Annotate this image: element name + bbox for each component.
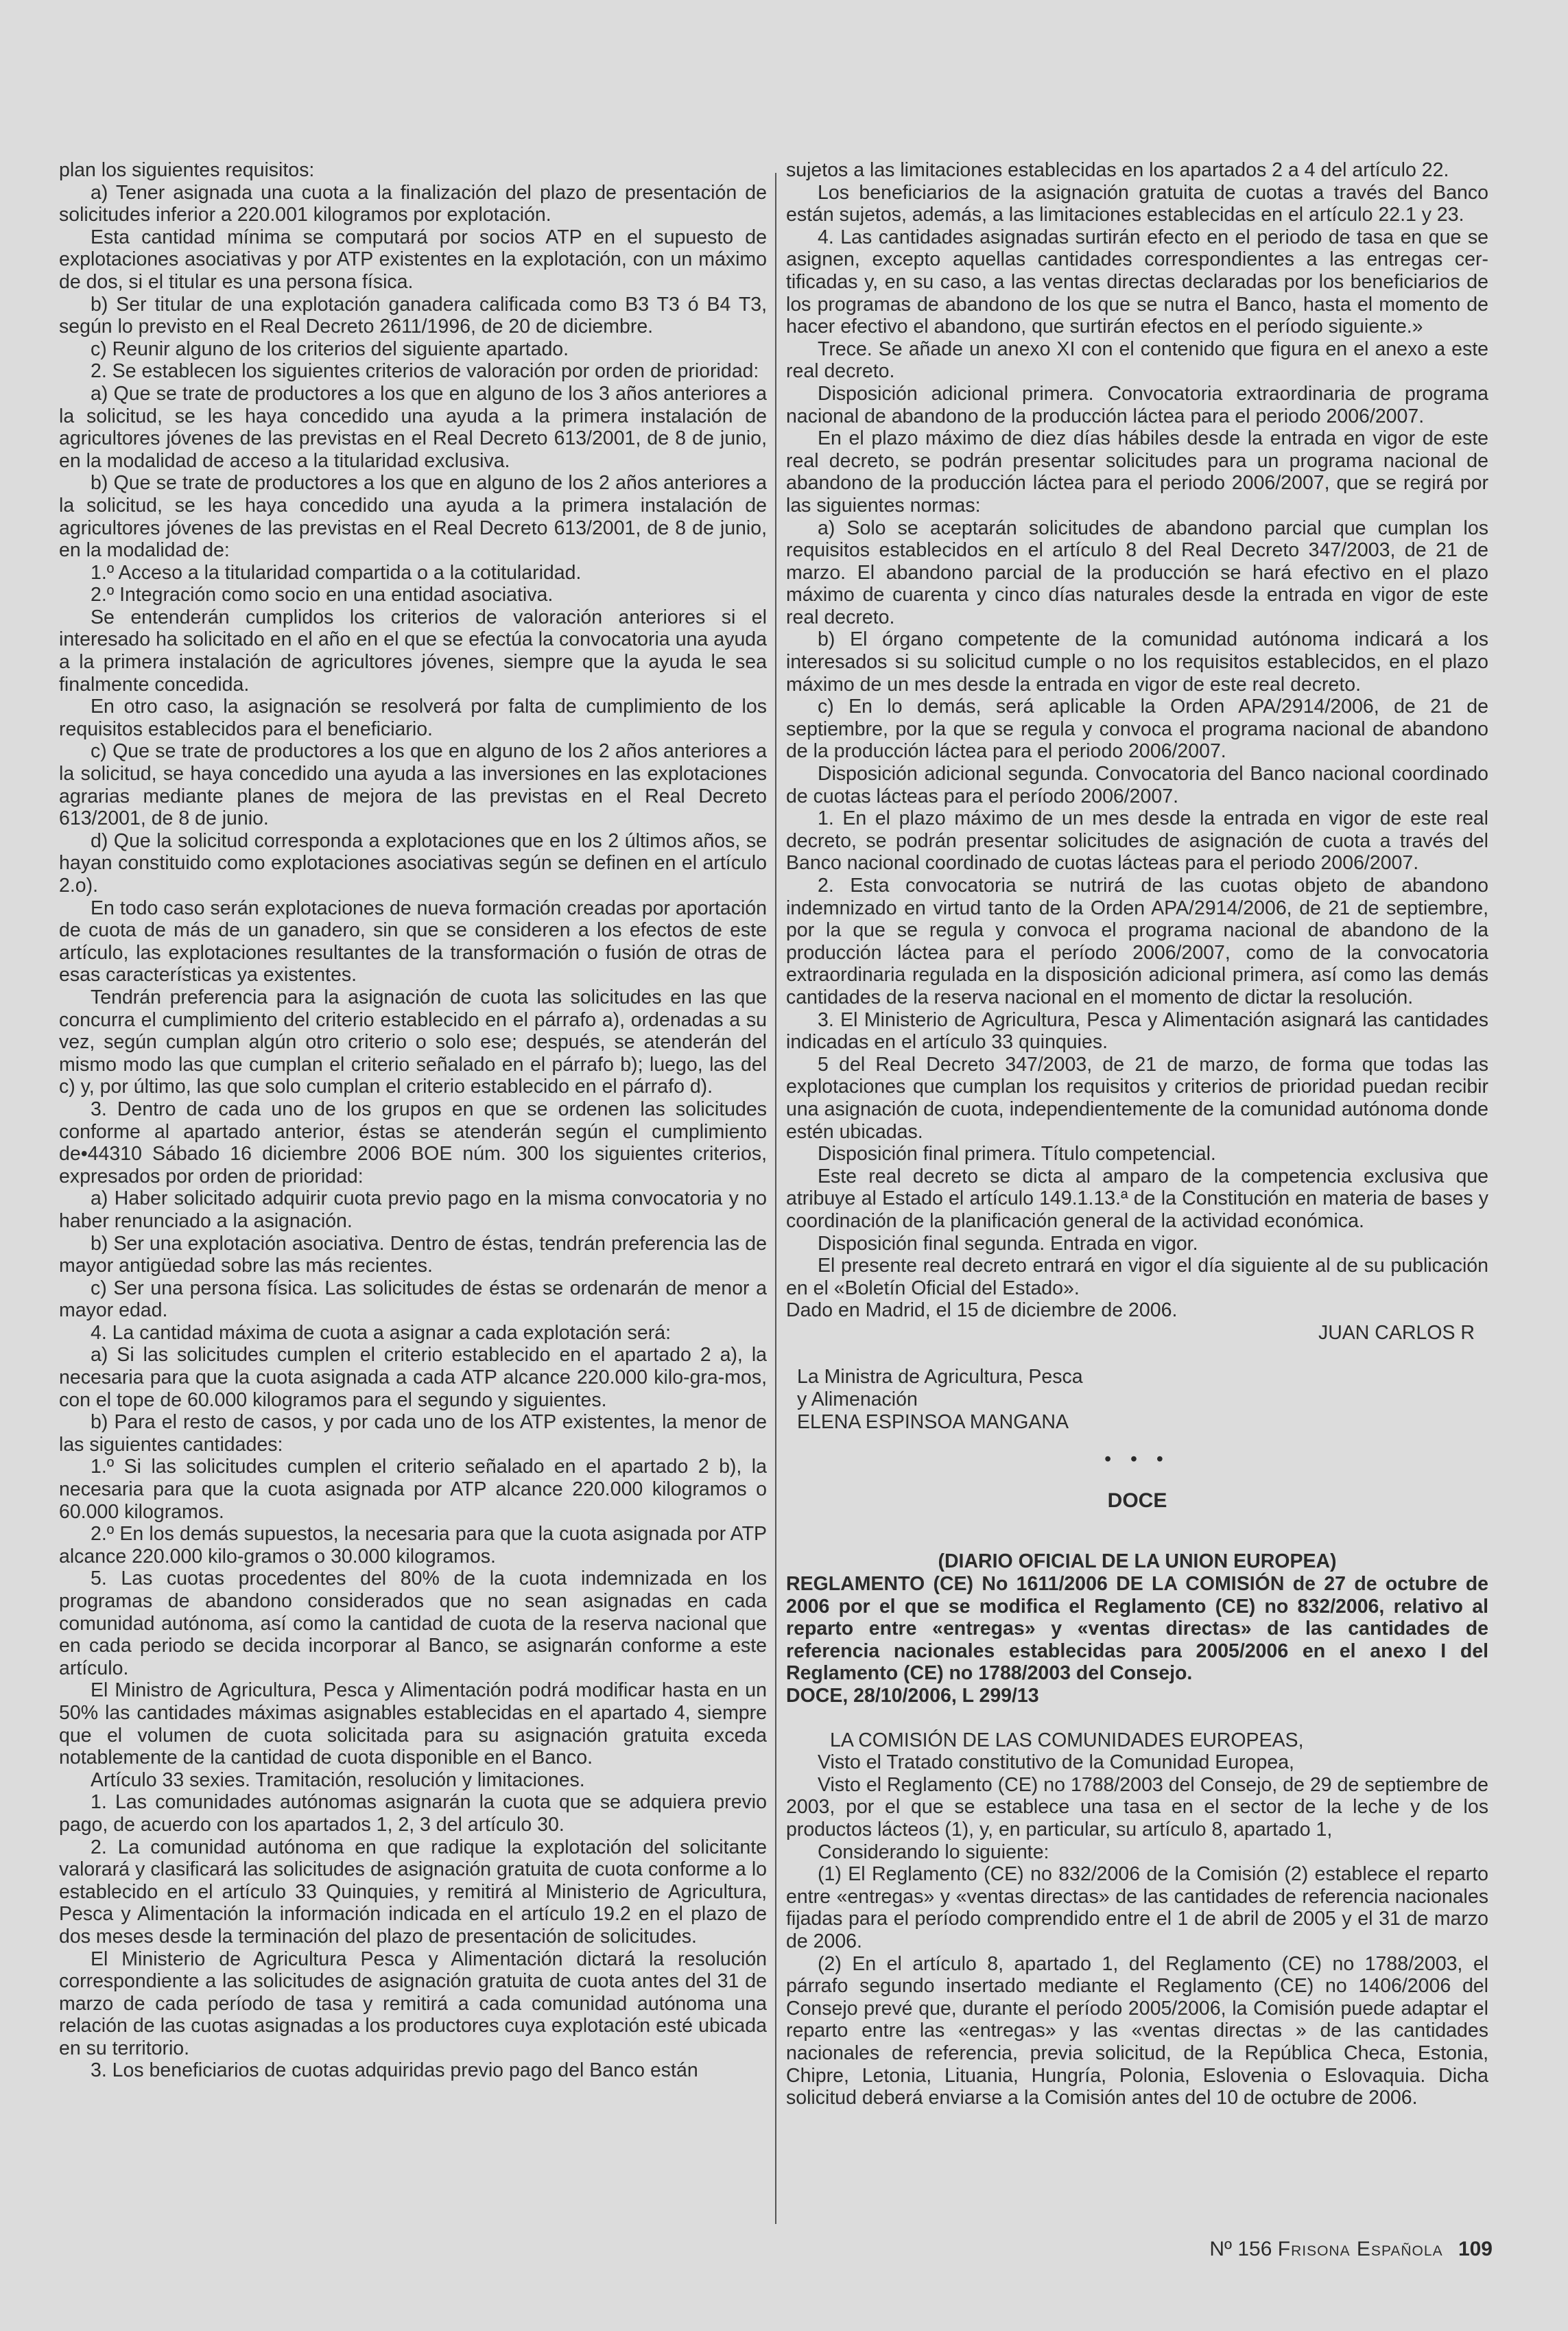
paragraph: 1. En el plazo máximo de un mes desde la entrada en vigor de este real decreto, se podrán presentar solicitudes de asignación de cuota a través del Banco nacional coordinado de cuotas lácteas para el periodo 2006/2007. (786, 807, 1488, 875)
paragraph: Visto el Reglamento (CE) no 1788/2003 del Consejo, de 29 de septiembre de 2003, por el que se establece una tasa en el sector de la leche y de los productos lácteos (1), y, en particular, su artículo 8, apartado 1, (786, 1773, 1488, 1841)
paragraph: El presente real decreto entrará en vigor el día siguiente al de su publicación en el «Boletín Oficial del Estado». (786, 1255, 1488, 1299)
column-divider (775, 173, 776, 2224)
signature-minister-name: ELENA ESPINSOA MANGANA (797, 1410, 1069, 1433)
paragraph: Se entenderán cumplidos los criterios de valoración anteriores si el interesado ha solicitado en el año en el que se efectúa la convocatoria una ayuda a la primera instalación de agricultores jóvenes, siempre que la ayuda le sea finalmente concedida. (59, 606, 767, 696)
paragraph: (2) En el artículo 8, apartado 1, del Reglamento (CE) no 1788/2003, el párrafo segundo insertado mediante el Reglamento (CE) no 1406/2006 del Consejo prevé que, durante el período 2005/2006, la Comisión puede adaptar el reparto entre las «entregas» y las «ventas directas » de las cantidades nacionales de referencia, previa solicitud, de la República Checa, Estonia, Chipre, Letonia, Lituania, Hungría, Polonia, Eslovenia o Eslovaquia. Dicha solicitud deberá enviarse a la Comisión antes del 10 de octubre de 2006. (786, 1952, 1488, 2109)
paragraph: Tendrán preferencia para la asignación de cuota las solicitudes en las que concurra el cumplimiento del criterio establecido en el párrafo a), ordenadas a su vez, según cumplan algún otro criterio o solo ese; después, se atenderán del mismo modo las que cumplan el criterio señalado en el párrafo b); luego, las del c) y, por último, las que solo cumplan el criterio establecido en el párrafo d). (59, 986, 767, 1098)
paragraph: sujetos a las limitaciones establecidas en los apartados 2 a 4 del artículo 22. (786, 159, 1449, 181)
paragraph: Artículo 33 sexies. Tramitación, resolución y limitaciones. (91, 1768, 585, 1791)
paragraph: Disposición final segunda. Entrada en vigor. (818, 1232, 1198, 1255)
paragraph: c) Ser una persona física. Las solicitudes de éstas se ordenarán de menor a mayor edad. (59, 1277, 767, 1322)
paragraph: 3. Los beneficiarios de cuotas adquiridas previo pago del Banco están (91, 2059, 698, 2082)
signature-minister-line2: y Alimenación (797, 1388, 918, 1411)
paragraph: 3. El Ministerio de Agricultura, Pesca y Alimentación asignará las cantidades indicadas en el artículo 33 quinquies. (786, 1008, 1488, 1054)
right-column-text (786, 159, 1488, 1322)
paragraph: a) Si las solicitudes cumplen el criterio establecido en el apartado 2 a), la necesaria para que la cuota asignada a cada ATP alcance 220.000 kilo-gra-mos, con el tope de 60.000 kilogramos para el segundo y siguientes. (59, 1344, 767, 1411)
paragraph: El Ministerio de Agricultura Pesca y Alimentación dictará la resolución correspondiente a las solicitudes de asignación gratuita de cuota antes del 31 de marzo de cada período de tasa y remitirá a cada comunidad autónoma una relación de las cuotas asignadas a los productores cuya explotación esté ubicada en su territorio. (59, 1948, 767, 2059)
paragraph: 2.º Integración como socio en una entidad asociativa. (91, 584, 554, 606)
paragraph: El Ministro de Agricultura, Pesca y Alimentación podrá modificar hasta en un 50% las cantidades máximas asignables establecidas en el apartado 4, siempre que el volumen de cuota solicitada para su asignación gratuita exceda notablemente de la cantidad de cuota disponible en el Banco. (59, 1679, 767, 1769)
signature-king: JUAN CARLOS R (1318, 1321, 1475, 1344)
paragraph: b) Para el resto de casos, y por cada uno de los ATP existentes, la menor de las siguientes cantidades: (59, 1411, 767, 1456)
right-column (786, 159, 1488, 2109)
paragraph: 1.º Acceso a la titularidad compartida o a la cotitularidad. (91, 561, 582, 584)
paragraph: Esta cantidad mínima se computará por socios ATP en el supuesto de explotaciones asociativas y por ATP existentes en la explotación, con un máximo de dos, si el titular es una persona física. (59, 226, 767, 293)
paragraph: En el plazo máximo de diez días hábiles desde la entrada en vigor de este real decreto, se podrán presentar solicitudes para un programa nacional de abandono de la producción láctea para el periodo 2006/2007, que se regirá por las siguientes normas: (786, 427, 1488, 517)
paragraph: En otro caso, la asignación se resolverá por falta de cumplimiento de los requisitos establecidos para el beneficiario. (59, 696, 767, 740)
paragraph: 1. Las comunidades autónomas asignarán la cuota que se adquiera previo pago, de acuerdo con los apartados 1, 2, 3 del artículo 30. (59, 1791, 767, 1836)
paragraph: 3. Dentro de cada uno de los grupos en que se ordenen las solicitudes conforme al apartado anterior, éstas se atenderán según el cumplimiento de•44310 Sábado 16 diciembre 2006 BOE núm. 300 los siguientes criterios, expresados por orden de prioridad: (59, 1098, 767, 1187)
page-number: 109 (1458, 2238, 1493, 2260)
paragraph: Trece. Se añade un anexo XI con el contenido que figura en el anexo a este real decreto. (786, 338, 1488, 383)
issue-number: Nº 156 (1209, 2238, 1272, 2260)
paragraph: 2. La comunidad autónoma en que radique la explotación del solicitante valorará y clasificará las solicitudes de asignación gratuita de cuota conforme a lo establecido en el artículo 33 Quinquies, y remitirá al Ministerio de Agricultura, Pesca y Alimentación la información indicada en el artículo 19.2 en el plazo de dos meses desde la terminación del plazo de presentación de solicitudes. (59, 1836, 767, 1948)
left-column (59, 159, 767, 2082)
paragraph: c) En lo demás, será aplicable la Orden APA/2914/2006, de 21 de septiembre, por la que se regula y convoca el programa nacional de abandono de la producción láctea para el periodo 2006/2007. (786, 696, 1488, 763)
paragraph: Visto el Tratado constitutivo de la Comunidad Europea, (818, 1751, 1294, 1774)
paragraph: a) Solo se aceptarán solicitudes de abandono parcial que cumplan los requisitos establecidos en el artículo 8 del Real Decreto 347/2003, de 21 de marzo. El abandono parcial de la producción se hará efectivo en el plazo máximo de cuarenta y cinco días naturales desde la entrada en vigor de este real decreto. (786, 517, 1488, 628)
doce-reference: DOCE, 28/10/2006, L 299/13 (786, 1685, 1039, 1707)
paragraph: LA COMISIÓN DE LAS COMUNIDADES EUROPEAS, (830, 1729, 1304, 1751)
paragraph: c) Que se trate de productores a los que en alguno de los 2 años anteriores a la solicitud, se haya concedido una ayuda a las inversiones en las explotaciones agrarias mediante planes de mejora de las previstas en el Real Decreto 613/2001, de 8 de junio. (59, 740, 767, 830)
paragraph: 2.º En los demás supuestos, la necesaria para que la cuota asignada por ATP alcance 220.000 kilo-gramos o 30.000 kilogramos. (59, 1523, 767, 1567)
paragraph: Considerando lo siguiente: (818, 1841, 1049, 1863)
paragraph: Disposición final primera. Título competencial. (818, 1143, 1216, 1166)
paragraph: Dado en Madrid, el 15 de diciembre de 2006. (786, 1299, 1178, 1322)
paragraph: Disposición adicional segunda. Convocatoria del Banco nacional coordinado de cuotas lácteas para el período 2006/2007. (786, 763, 1488, 807)
doce-heading: DOCE (1107, 1489, 1167, 1512)
doce-regulation-title: REGLAMENTO (CE) No 1611/2006 DE LA COMISIÓN de 27 de octubre de 2006 por el que se modifica el Reglamento (CE) no 832/2006, relativo al reparto entre «entregas» y «ventas directas» de las cantidades de referencia nacionales establecidas para 2005/2006 en el anexo I del Reglamento (CE) no 1788/2003 del Consejo. (786, 1573, 1488, 1685)
signature-minister-line1: La Ministra de Agricultura, Pesca (797, 1366, 1083, 1388)
paragraph: 5. Las cuotas procedentes del 80% de la cuota indemnizada en los programas de abandono considerados que no sean asignadas en cada comunidad autónoma, así como la cantidad de cuota de la reserva nacional que en cada periodo se decida incorporar al Banco, se asignarán conforme a este artículo. (59, 1567, 767, 1679)
paragraph: Este real decreto se dicta al amparo de la competencia exclusiva que atribuye al Estado el artículo 149.1.13.ª de la Constitución en materia de bases y coordinación de la planificación general de la actividad económica. (786, 1165, 1488, 1232)
doce-subheading: (DIARIO OFICIAL DE LA UNION EUROPEA) (938, 1550, 1337, 1573)
paragraph: plan los siguientes requisitos: (59, 159, 315, 181)
paragraph: 2. Se establecen los siguientes criterios de valoración por orden de prioridad: (91, 360, 759, 383)
paragraph: 4. Las cantidades asignadas surtirán efecto en el periodo de tasa en que se asignen, excepto aquellas cantidades correspondientes a las entregas cer-tificadas y, en su caso, a las ventas directas declaradas por los beneficiarios de los programas de abandono de los que se nutra el Banco, hasta el momento de hacer efectivo el abandono, que surtirán efectos en el período siguiente.» (786, 226, 1488, 338)
doce-body (786, 1729, 1488, 2109)
paragraph: b) El órgano competente de la comunidad autónoma indicará a los interesados si su solicitud cumple o no los requisitos establecidos, en el plazo máximo de un mes desde la entrada en vigor de este real decreto. (786, 628, 1488, 696)
paragraph: b) Que se trate de productores a los que en alguno de los 2 años anteriores a la solicitud, se les haya concedido una ayuda a la primera instalación de agricultores jóvenes de las previstas en el Real Decreto 613/2001, de 8 de junio, en la modalidad de: (59, 472, 767, 562)
paragraph: d) Que la solicitud corresponda a explotaciones que en los 2 últimos años, se hayan constituido como explotaciones asociativas según se definen en el artículo 2.o). (59, 829, 767, 897)
publication-name: Frisona Española (1277, 2238, 1443, 2260)
paragraph: b) Ser titular de una explotación ganadera calificada como B3 T3 ó B4 T3, según lo previsto en el Real Decreto 2611/1996, de 20 de diciembre. (59, 293, 767, 338)
paragraph: En todo caso serán explotaciones de nueva formación creadas por aportación de cuota de más de un ganadero, sin que se consideren a los efectos de este artículo, las explotaciones resultantes de la transformación o fusión de otras de esas características ya existentes. (59, 897, 767, 986)
paragraph: Los beneficiarios de la asignación gratuita de cuotas a través del Banco están sujetos, además, a las limitaciones establecidas en el artículo 22.1 y 23. (786, 181, 1488, 226)
paragraph: Disposición adicional primera. Convocatoria extraordinaria de programa nacional de abandono de la producción láctea para el periodo 2006/2007. (786, 382, 1488, 427)
paragraph: c) Reunir alguno de los criterios del siguiente apartado. (91, 338, 569, 360)
paragraph: 4. La cantidad máxima de cuota a asignar a cada explotación será: (91, 1321, 672, 1344)
paragraph: 5 del Real Decreto 347/2003, de 21 de marzo, de forma que todas las explotaciones que cumplan los requisitos y criterios de prioridad puedan recibir una asignación de cuota, independientemente de la comunidad autónoma donde estén ubicadas. (786, 1053, 1488, 1143)
doce-title-block (786, 1550, 1488, 1707)
paragraph: 2. Esta convocatoria se nutrirá de las cuotas objeto de abandono indemnizado en virtud tanto de la Orden APA/2914/2006, de 21 de septiembre, por la que se regula y convoca el programa nacional de abandono de la producción láctea para el período 2006/2007, como de la convocatoria extraordinaria regulada en la disposición adicional primera, así como las demás cantidades de la reserva nacional en el momento de dictar la resolución. (786, 875, 1488, 1008)
paragraph: a) Tener asignada una cuota a la finalización del plazo de presentación de solicitudes inferior a 220.001 kilogramos por explotación. (59, 181, 767, 226)
section-separator: • • • (1104, 1448, 1170, 1471)
paragraph: a) Que se trate de productores a los que en alguno de los 3 años anteriores a la solicitud, se les haya concedido una ayuda a la primera instalación de agricultores jóvenes de las previstas en el Real Decreto 613/2001, de 8 de junio, en la modalidad de acceso a la titularidad exclusiva. (59, 382, 767, 472)
paragraph: a) Haber solicitado adquirir cuota previo pago en la misma convocatoria y no haber renunciado a la asignación. (59, 1187, 767, 1232)
paragraph: b) Ser una explotación asociativa. Dentro de éstas, tendrán preferencia las de mayor antigüedad sobre las más recientes. (59, 1232, 767, 1277)
paragraph: (1) El Reglamento (CE) no 832/2006 de la Comisión (2) establece el reparto entre «entregas» y «ventas directas» de las cantidades de referencia nacionales fijadas para el período comprendido entre el 1 de abril de 2005 y el 31 de marzo de 2006. (786, 1863, 1488, 1952)
paragraph: 1.º Si las solicitudes cumplen el criterio señalado en el apartado 2 b), la necesaria para que la cuota asignada por ATP alcance 220.000 kilogramos o 60.000 kilogramos. (59, 1456, 767, 1523)
page-footer (1209, 2238, 1493, 2261)
